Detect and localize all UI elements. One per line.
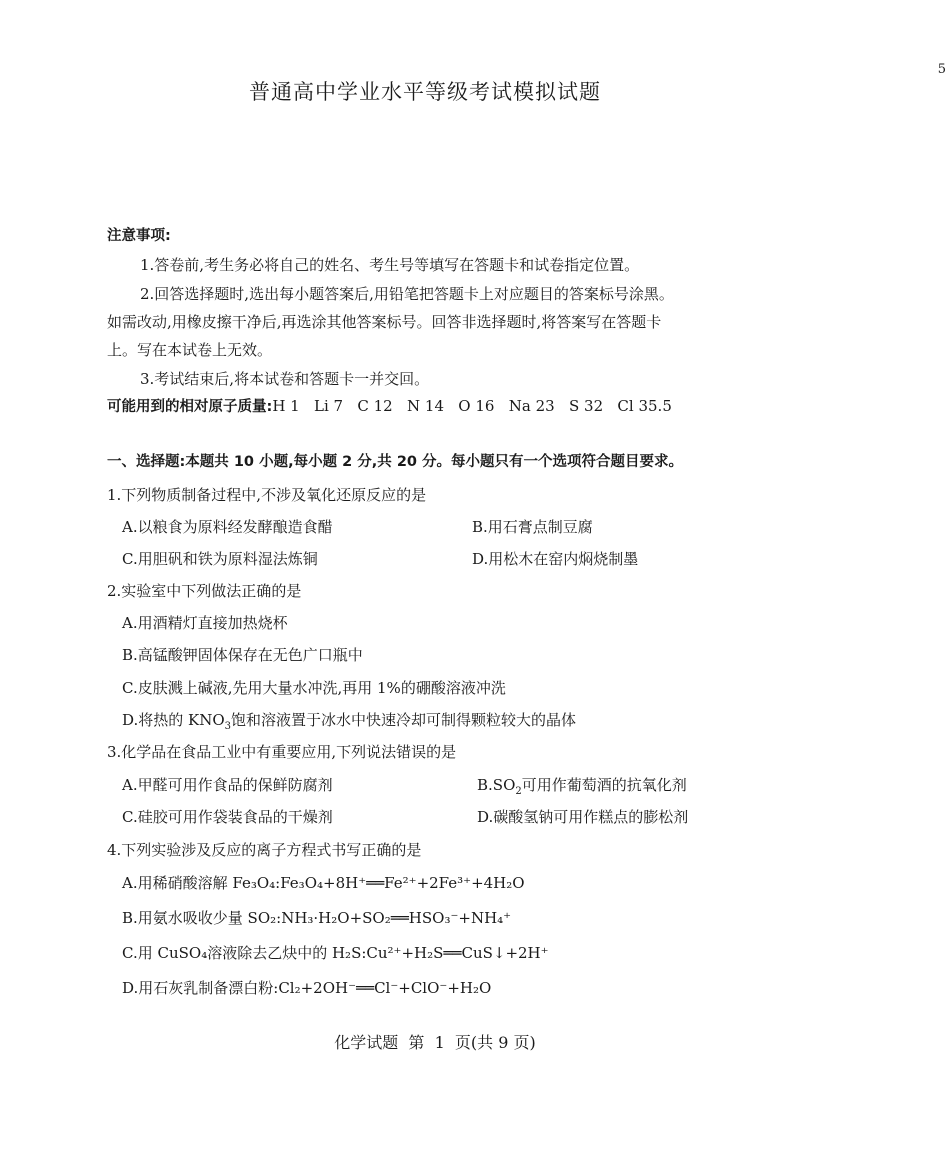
q4-option-c: C.用 CuSO₄溶液除去乙炔中的 H₂S:Cu²⁺+H₂S══CuS↓+2H⁺: [122, 944, 549, 962]
q4-option-d: D.用石灰乳制备漂白粉:Cl₂+2OH⁻══Cl⁻+ClO⁻+H₂O: [122, 979, 492, 997]
q1-option-b: B.用石膏点制豆腐: [472, 518, 593, 536]
atomic-mass-line: [107, 397, 672, 416]
notice-item-2-cont: 如需改动,用橡皮擦干净后,再选涂其他答案标号。回答非选择题时,将答案写在答题卡: [107, 313, 662, 331]
atomic-mass-label: 可能用到的相对原子质量:: [107, 399, 273, 415]
q2-option-d: D.将热的 $KNO_3$饱和溶液置于冰水中快速冷却可制得颗粒较大的晶体: [122, 711, 577, 732]
q3-option-b: $B.SO_2$可用作葡萄酒的抗氧化剂: [477, 776, 687, 797]
page-corner-number: 5: [937, 62, 946, 77]
q1-option-a: A.以粮食为原料经发酵酿造食醋: [122, 518, 333, 536]
q1-option-d: D.用松木在窑内焖烧制墨: [472, 550, 639, 568]
q1-stem: 1.下列物质制备过程中,不涉及氧化还原反应的是: [107, 486, 427, 504]
q3-option-c: C.硅胶可用作袋装食品的干燥剂: [122, 808, 333, 826]
q2-option-c: C.皮肤溅上碱液,先用大量水冲洗,再用 1%的硼酸溶液冲洗: [122, 679, 506, 697]
q4-option-a: A.用稀硝酸溶解 Fe₃O₄:Fe₃O₄+8H⁺══Fe²⁺+2Fe³⁺+4H₂O: [122, 874, 525, 892]
notice-item-1: 1.答卷前,考生务必将自己的姓名、考生号等填写在答题卡和试卷指定位置。: [140, 256, 640, 274]
notice-item-3: 3.考试结束后,将本试卷和答题卡一并交回。: [140, 370, 430, 388]
q4-option-b: B.用氨水吸收少量 SO₂:NH₃·H₂O+SO₂══HSO₃⁻+NH₄⁺: [122, 909, 512, 927]
notice-item-2: 2.回答选择题时,选出每小题答案后,用铅笔把答题卡上对应题目的答案标号涂黑。: [140, 285, 674, 303]
q2-stem: 2.实验室中下列做法正确的是: [107, 582, 302, 600]
notice-item-2-end: 上。写在本试卷上无效。: [107, 341, 273, 359]
notice-heading: 注意事项:: [107, 228, 171, 244]
q2-option-b: B.高锰酸钾固体保存在无色广口瓶中: [122, 646, 363, 664]
page-footer: 化学试题 第 1 页(共 9 页): [334, 1033, 536, 1052]
section-1-heading: 一、选择题:本题共 10 小题,每小题 2 分,共 20 分。每小题只有一个选项符合题目要求。: [107, 454, 684, 470]
page-title: 普通高中学业水平等级考试模拟试题: [249, 80, 601, 104]
q2-option-a: A.用酒精灯直接加热烧杯: [122, 614, 288, 632]
q3-option-a: A.甲醛可用作食品的保鲜防腐剂: [122, 776, 333, 794]
q3-option-d: D.碳酸氢钠可用作糕点的膨松剂: [477, 808, 689, 826]
q4-stem: 4.下列实验涉及反应的离子方程式书写正确的是: [107, 841, 422, 859]
atomic-mass-values: H 1 Li 7 C 12 N 14 O 16 Na 23 S 32 Cl 35.5: [272, 397, 672, 415]
q1-option-c: C.用胆矾和铁为原料湿法炼铜: [122, 550, 318, 568]
q3-stem: 3.化学品在食品工业中有重要应用,下列说法错误的是: [107, 743, 457, 761]
